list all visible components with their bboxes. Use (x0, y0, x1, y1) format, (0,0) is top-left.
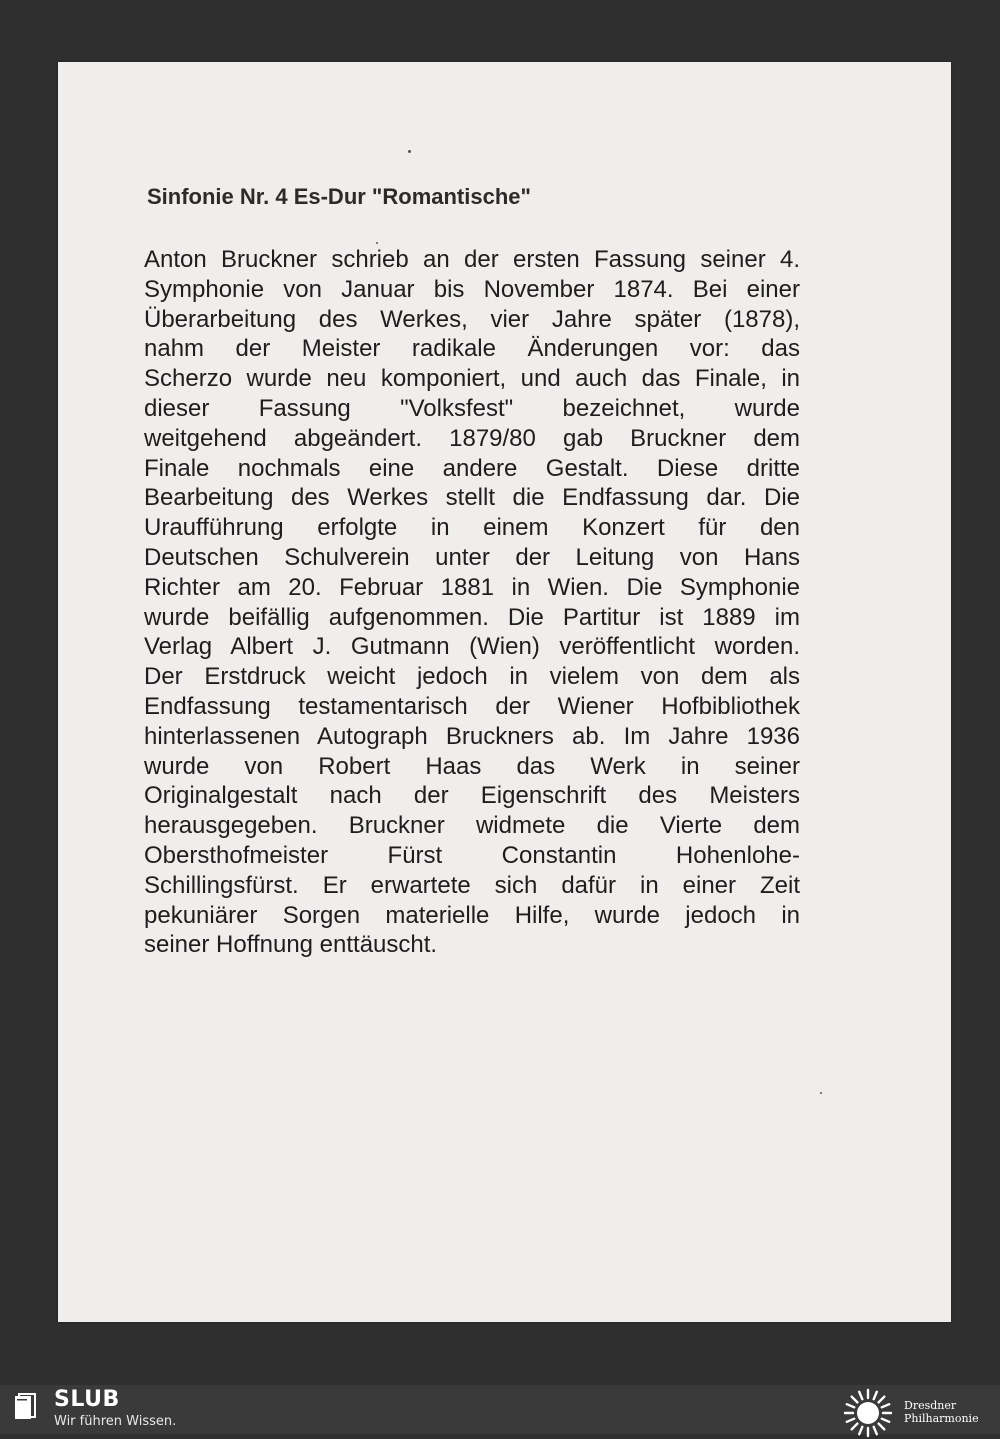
footer-bar (0, 1385, 1000, 1434)
text-line: Finale nochmals eine andere Gestalt. Diese dritte (144, 454, 800, 482)
partner-line2: Philharmonie (904, 1412, 979, 1425)
body-text (144, 245, 800, 960)
text-line: Überarbeitung des Werkes, vier Jahre später (1878), (144, 305, 800, 333)
dresdner-philharmonie-name[interactable] (904, 1399, 979, 1425)
page-title: Sinfonie Nr. 4 Es-Dur "Romantische" (147, 184, 531, 209)
slub-tagline: Wir führen Wissen. (54, 1414, 177, 1429)
text-line: herausgegeben. Bruckner widmete die Vierte dem (144, 812, 800, 840)
paper-speck (376, 242, 378, 244)
text-line: Scherzo wurde neu komponiert, und auch das Finale, in (144, 365, 800, 393)
text-line: Richter am 20. Februar 1881 in Wien. Die Symphonie (144, 573, 800, 601)
text-line: Uraufführung erfolgte in einem Konzert für den (144, 514, 800, 542)
document-page (58, 62, 951, 1322)
slub-name[interactable]: SLUB (54, 1387, 120, 1412)
text-line: Endfassung testamentarisch der Wiener Hofbibliothek (144, 692, 800, 720)
text-line: Deutschen Schulverein unter der Leitung von Hans (144, 543, 800, 571)
text-line: pekuniärer Sorgen materielle Hilfe, wurde jedoch in (144, 901, 800, 929)
text-line: seiner Hoffnung enttäuscht. (144, 931, 438, 959)
text-line: dieser Fassung "Volksfest" bezeichnet, wurde (144, 394, 800, 422)
text-line: Schillingsfürst. Er erwartete sich dafür in einer Zeit (144, 871, 800, 899)
dresdner-philharmonie-sunburst-icon[interactable] (842, 1387, 894, 1439)
paper-speck (820, 1092, 822, 1094)
text-line: Verlag Albert J. Gutmann (Wien) veröffentlicht worden. (144, 633, 800, 661)
slub-book-icon[interactable] (14, 1393, 38, 1421)
text-line: wurde von Robert Haas das Werk in seiner (144, 752, 800, 780)
text-line: Anton Bruckner schrieb an der ersten Fassung seiner 4. (144, 246, 800, 273)
text-line: Der Erstdruck weicht jedoch in vielem von dem als (144, 663, 800, 691)
text-line: wurde beifällig aufgenommen. Die Partitur ist 1889 im (144, 603, 800, 631)
text-line: nahm der Meister radikale Änderungen vor: das (144, 335, 800, 363)
text-line: Originalgestalt nach der Eigenschrift des Meisters (144, 782, 800, 810)
text-line: Obersthofmeister Fürst Constantin Hohenlohe- (144, 841, 800, 869)
text-line: hinterlassenen Autograph Bruckners ab. Im Jahre 1936 (144, 722, 800, 750)
text-line: Bearbeitung des Werkes stellt die Endfassung dar. Die (144, 484, 800, 512)
text-line: weitgehend abgeändert. 1879/80 gab Bruckner dem (144, 424, 800, 452)
partner-line1: Dresdner (904, 1399, 957, 1412)
paper-speck (408, 150, 411, 153)
text-line: Symphonie von Januar bis November 1874. Bei einer (144, 275, 800, 303)
